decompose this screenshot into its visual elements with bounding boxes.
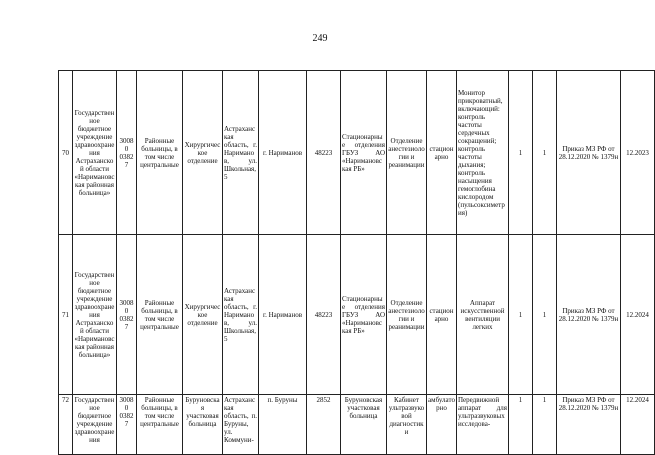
date-cell: 12.2023 bbox=[621, 71, 655, 235]
unit-cell: Отделение анестезиологии и реанимации bbox=[387, 71, 427, 235]
equipment-cell: Монитор прикроватный, включающий: контроль частоты сердечных сокращений; контроль частоты дыхания; контроль насыщения гемоглобина кислородом (пульсоксиметрия) bbox=[457, 71, 509, 235]
equipment-table bbox=[58, 70, 655, 455]
facility-cell: Стационарные отделения ГБУЗ АО «Наримановская РБ» bbox=[341, 235, 387, 395]
department-cell: Хирургическое отделение bbox=[183, 235, 223, 395]
unit-cell: Кабинет ультразвуковой диагностики bbox=[387, 395, 427, 455]
equipment-cell: Передвижной аппарат для ультразвуковых исследова- bbox=[457, 395, 509, 455]
quantity-cell: 1 bbox=[533, 235, 557, 395]
institution-cell: Государственное бюджетное учреждение здравоохранения Астраханской области «Наримановская районная больница» bbox=[73, 235, 117, 395]
table-row bbox=[59, 395, 655, 455]
facility-cell: Буруновская участковая больница bbox=[341, 395, 387, 455]
row-number: 72 bbox=[59, 395, 73, 455]
type-cell: Районные больницы, в том числе центральные bbox=[137, 235, 183, 395]
facility-cell: Стационарные отделения ГБУЗ АО «Наримановская РБ» bbox=[341, 71, 387, 235]
quantity-cell: 1 bbox=[533, 71, 557, 235]
row-number: 70 bbox=[59, 71, 73, 235]
order-cell: Приказ МЗ РФ от 28.12.2020 № 1379н bbox=[557, 71, 621, 235]
code-cell: 30080 03827 bbox=[117, 71, 137, 235]
department-cell: Буруновская участковая больница bbox=[183, 395, 223, 455]
quantity-cell: 1 bbox=[509, 395, 533, 455]
quantity-cell: 1 bbox=[509, 235, 533, 395]
care-form-cell: стационарно bbox=[427, 235, 457, 395]
care-form-cell: стационарно bbox=[427, 71, 457, 235]
quantity-cell: 1 bbox=[509, 71, 533, 235]
locality-cell: г. Нариманов bbox=[259, 235, 307, 395]
address-cell: Астраханская область, г. Нариманов, ул. Школьная, 5 bbox=[223, 235, 259, 395]
row-number: 71 bbox=[59, 235, 73, 395]
order-cell: Приказ МЗ РФ от 28.12.2020 № 1379н bbox=[557, 395, 621, 455]
department-cell: Хирургическое отделение bbox=[183, 71, 223, 235]
date-cell: 12.2024 bbox=[621, 235, 655, 395]
address-cell: Астраханская область, г. Нариманов, ул. Школьная, 5 bbox=[223, 71, 259, 235]
institution-cell: Государственное бюджетное учреждение здравоохранения Астраханской области «Наримановская районная больница» bbox=[73, 71, 117, 235]
code-cell: 30080 03827 bbox=[117, 395, 137, 455]
population-cell: 2852 bbox=[307, 395, 341, 455]
unit-cell: Отделение анестезиологии и реанимации bbox=[387, 235, 427, 395]
institution-cell: Государственное бюджетное учреждение здравоохранения bbox=[73, 395, 117, 455]
population-cell: 48223 bbox=[307, 235, 341, 395]
care-form-cell: амбулаторно bbox=[427, 395, 457, 455]
locality-cell: п. Буруны bbox=[259, 395, 307, 455]
table-row bbox=[59, 71, 655, 235]
population-cell: 48223 bbox=[307, 71, 341, 235]
page-number: 249 bbox=[312, 33, 328, 44]
equipment-cell: Аппарат искусственной вентиляции легких bbox=[457, 235, 509, 395]
type-cell: Районные больницы, в том числе центральные bbox=[137, 71, 183, 235]
type-cell: Районные больницы, в том числе центральные bbox=[137, 395, 183, 455]
locality-cell: г. Нариманов bbox=[259, 71, 307, 235]
code-cell: 30080 03827 bbox=[117, 235, 137, 395]
date-cell: 12.2024 bbox=[621, 395, 655, 455]
quantity-cell: 1 bbox=[533, 395, 557, 455]
table-row bbox=[59, 235, 655, 395]
address-cell: Астраханская область, п. Буруны, ул. Коммуни- bbox=[223, 395, 259, 455]
order-cell: Приказ МЗ РФ от 28.12.2020 № 1379н bbox=[557, 235, 621, 395]
